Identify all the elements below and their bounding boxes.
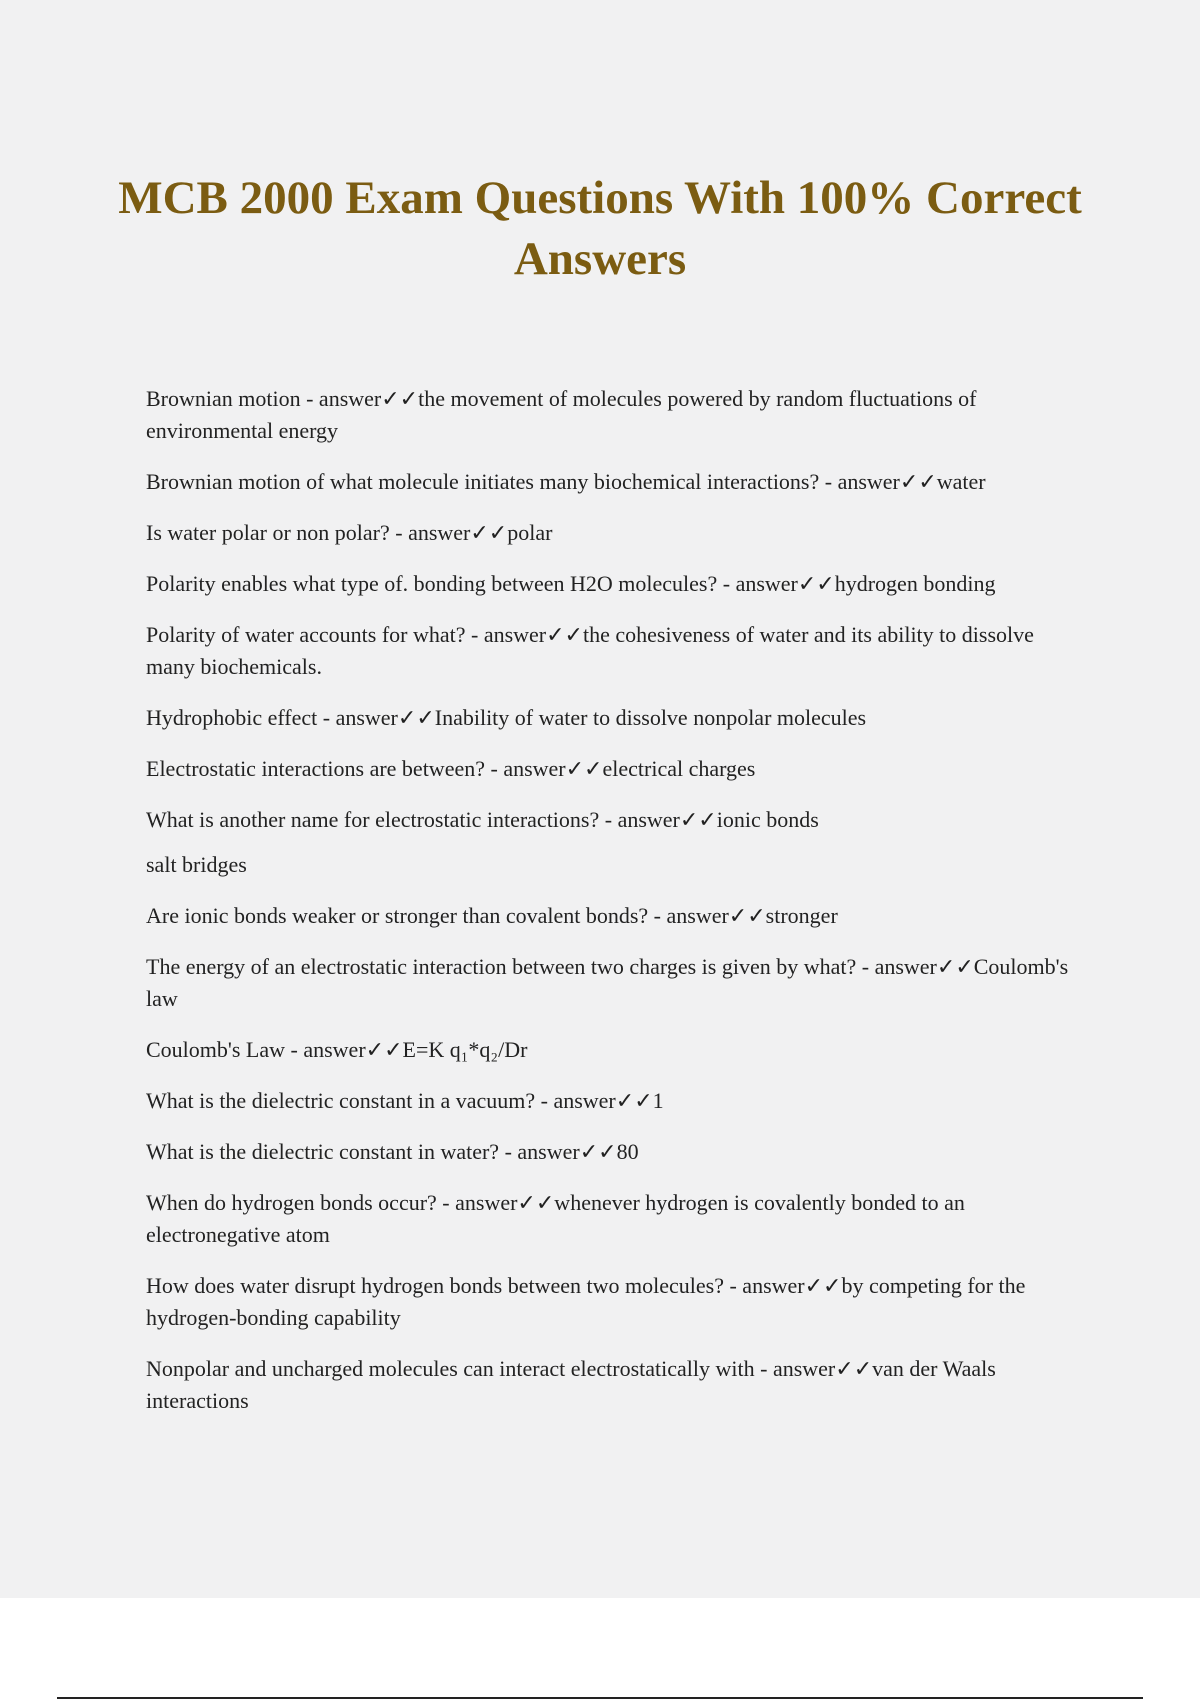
qa-list <box>146 383 1086 1436</box>
qa-item-coulombs-law: Coulomb's Law - answer✓✓E=K q₁*q₂/Dr <box>146 1037 528 1062</box>
qa-item-dielectric-water: What is the dielectric constant in water? - answer✓✓80 <box>146 1139 639 1164</box>
qa-item-polarity-accounts: Polarity of water accounts for what? - answer✓✓the cohesiveness of water and its ability to dissolve many biochemicals. <box>146 622 1034 679</box>
qa-item-water-disrupts-hbonds: How does water disrupt hydrogen bonds between two molecules? - answer✓✓by competing for the hydrogen-bonding capability <box>146 1273 1026 1330</box>
qa-item-brownian-motion: Brownian motion - answer✓✓the movement of molecules powered by random fluctuations of environmental energy <box>146 386 977 443</box>
qa-item-hydrophobic-effect: Hydrophobic effect - answer✓✓Inability of water to dissolve nonpolar molecules <box>146 705 867 730</box>
document-title: MCB 2000 Exam Questions With 100% Correct Answers <box>118 172 1082 285</box>
qa-item-brownian-molecule: Brownian motion of what molecule initiates many biochemical interactions? - answer✓✓water <box>146 469 986 494</box>
qa-item-electrostatic-energy: The energy of an electrostatic interaction between two charges is given by what? - answer✓✓Coulomb's law <box>146 954 1069 1011</box>
qa-item-polarity-bonding: Polarity enables what type of. bonding between H2O molecules? - answer✓✓hydrogen bonding <box>146 571 996 596</box>
qa-item-electrostatic-name: What is another name for electrostatic interactions? - answer✓✓ionic bonds <box>146 807 819 832</box>
qa-item-hydrogen-bonds-occur: When do hydrogen bonds occur? - answer✓✓whenever hydrogen is covalently bonded to an electronegative atom <box>146 1190 965 1247</box>
qa-item-electrostatic-between: Electrostatic interactions are between? - answer✓✓electrical charges <box>146 756 756 781</box>
qa-item-van-der-waals: Nonpolar and uncharged molecules can interact electrostatically with - answer✓✓van der Waals interactions <box>146 1356 996 1413</box>
footer-divider <box>57 1697 1143 1699</box>
qa-item-ionic-vs-covalent: Are ionic bonds weaker or stronger than covalent bonds? - answer✓✓stronger <box>146 903 838 928</box>
qa-item-salt-bridges: salt bridges <box>146 852 247 877</box>
qa-item-dielectric-vacuum: What is the dielectric constant in a vacuum? - answer✓✓1 <box>146 1088 664 1113</box>
qa-item-water-polarity: Is water polar or non polar? - answer✓✓polar <box>146 520 553 545</box>
